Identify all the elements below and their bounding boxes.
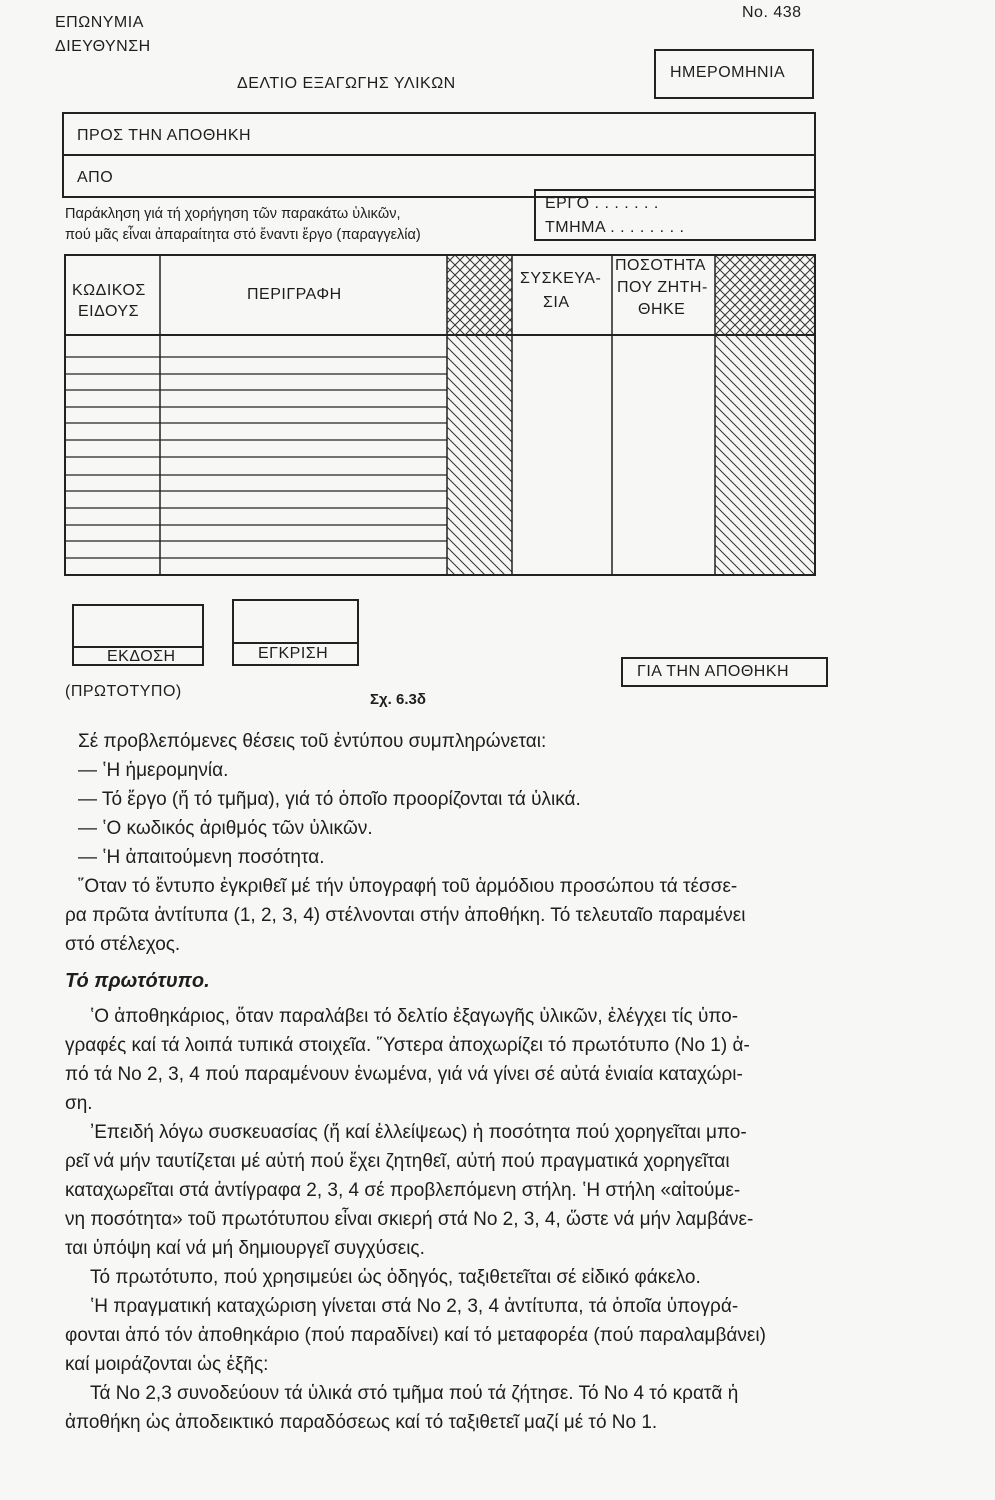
project-label: ΕΡΓΟ . . . . . . . <box>545 195 659 212</box>
text-line: στό στέλεχος. <box>65 934 181 955</box>
figure-caption: Σχ. 6.3δ <box>370 691 426 708</box>
company-name-label: ΕΠΩΝΥΜΙΑ <box>55 14 144 31</box>
from-label: ΑΠΟ <box>77 169 114 186</box>
warehouse-label: ΓΙΑ ΤΗΝ ΑΠΟΘΗΚΗ <box>637 663 790 680</box>
department-label: ΤΜΗΜΑ . . . . . . . . <box>545 219 685 236</box>
issue-label: ΕΚΔΟΣΗ <box>107 648 176 665</box>
text-line: — ʽΗ ἡμερομηνία. <box>78 760 229 781</box>
hatched-header-cell <box>715 255 815 335</box>
text-line: ʼΕπειδή λόγω συσκευασίας (ἤ καί ἐλλείψεως) ἡ ποσότητα πού χορηγεῖται μπο- <box>90 1122 747 1143</box>
text-line: ʽΗ πραγματική καταχώριση γίνεται στά No 2, 3, 4 ἀντίτυπα, τά ὁποῖα ὑπογρά- <box>90 1296 739 1317</box>
text-line: νη ποσότητα» τοῦ πρωτότυπου εἶναι σκιερή στά No 2, 3, 4, ὥστε νά μήν λαμβάνε- <box>65 1209 754 1230</box>
col-quantity-line: ΘΗΚΕ <box>638 301 686 318</box>
col-description: ΠΕΡΙΓΡΑΦΗ <box>247 286 342 303</box>
text-line: φονται ἀπό τόν ἀποθηκάριο (πού παραδίνει) καί τό μεταφορέα (πού παραλαμβάνει) <box>65 1325 766 1346</box>
form-title: ΔΕΛΤΙΟ ΕΞΑΓΩΓΗΣ ΥΛΙΚΩΝ <box>237 75 456 92</box>
date-label: ΗΜΕΡΟΜΗΝΙΑ <box>670 64 786 81</box>
text-line: ται ὑπόψη καί νά μή δημιουργεῖ συγχύσεις. <box>65 1238 425 1259</box>
text-line: — ʽΟ κωδικός ἀριθμός τῶν ὑλικῶν. <box>78 818 373 839</box>
col-code-line: ΚΩΔΙΚΟΣ <box>72 282 146 299</box>
text-line: ʽΟ ἀποθηκάριος, ὅταν παραλάβει τό δελτίο ἐξαγωγῆς ὑλικῶν, ἐλέγχει τίς ὑπο- <box>90 1006 739 1027</box>
text-line: ῞Οταν τό ἔντυπο ἐγκριθεῖ μέ τήν ὑπογραφή τοῦ ἁρμόδιου προσώπου τά τέσσε- <box>78 876 738 897</box>
col-quantity-line: ΠΟΣΟΤΗΤΑ <box>615 257 706 274</box>
request-text-line: Παράκληση γιά τή χορήγηση τῶν παρακάτω ὑλικῶν, <box>65 206 401 222</box>
col-packaging-line: ΣΥΣΚΕΥΑ- <box>520 270 602 287</box>
to-warehouse-label: ΠΡΟΣ ΤΗΝ ΑΠΟΘΗΚΗ <box>77 127 252 144</box>
form-number: No. 438 <box>742 4 802 21</box>
text-line: καί μοιράζονται ὡς ἑξῆς: <box>65 1354 269 1375</box>
col-quantity-line: ΠΟΥ ΖΗΤΗ- <box>617 279 708 296</box>
hatched-column <box>447 335 512 575</box>
text-line: Σέ προβλεπόμενες θέσεις τοῦ ἐντύπου συμπληρώνεται: <box>78 731 547 752</box>
approval-label: ΕΓΚΡΙΣΗ <box>258 645 329 662</box>
text-line: — Τό ἔργο (ἤ τό τμῆμα), γιά τό ὁποῖο προορίζονται τά ὑλικά. <box>78 789 581 810</box>
text-line: ρεῖ νά μήν ταυτίζεται μέ αὐτή πού ἔχει ζητηθεῖ, αὐτή πού πραγματικά χορηγεῖται <box>65 1151 730 1172</box>
section-heading: Τό πρωτότυπο. <box>65 970 210 992</box>
col-packaging-line: ΣΙΑ <box>543 294 570 311</box>
copy-label: (ΠΡΩΤΟΤΥΠΟ) <box>65 683 182 700</box>
hatched-header-cell <box>447 255 512 335</box>
col-code-line: ΕΙΔΟΥΣ <box>78 303 139 320</box>
text-line: καταχωρεῖται στά ἀντίγραφα 2, 3, 4 σέ προβλεπόμενη στήλη. ʽΗ στήλη «αἰτούμε- <box>65 1180 741 1201</box>
address-label: ΔΙΕΥΘΥΝΣΗ <box>55 38 151 55</box>
text-line: ρα πρῶτα ἀντίτυπα (1, 2, 3, 4) στέλνονται στήν ἀποθήκη. Τό τελευταῖο παραμένει <box>65 905 746 926</box>
items-table <box>65 255 815 575</box>
text-line: ἀποθήκη ὡς ἀποδεικτικό παραδόσεως καί τό ταξιθετεῖ μαζί μέ τό No 1. <box>65 1412 658 1433</box>
text-line: Τό πρωτότυπο, πού χρησιμεύει ὡς ὁδηγός, ταξιθετεῖται σέ εἰδικό φάκελο. <box>90 1267 701 1288</box>
text-line: — ʽΗ ἀπαιτούμενη ποσότητα. <box>78 847 325 868</box>
text-line: πό τά No 2, 3, 4 πού παραμένουν ἑνωμένα, γιά νά γίνει σέ αὐτά ἑνιαία καταχώρι- <box>65 1064 743 1085</box>
hatched-column <box>715 335 815 575</box>
text-line: Τά No 2,3 συνοδεύουν τά ὑλικά στό τμῆμα πού τά ζήτησε. Τό No 4 τό κρατᾶ ἡ <box>90 1383 739 1404</box>
request-text-line: πού μᾶς εἶναι ἀπαραίτητα στό ἔναντι ἔργο (παραγγελία) <box>65 227 421 243</box>
text-line: γραφές καί τά λοιπά τυπικά στοιχεῖα. ῞Υστερα ἀποχωρίζει τό πρωτότυπο (No 1) ἀ- <box>65 1035 750 1056</box>
text-line: ση. <box>65 1093 93 1114</box>
